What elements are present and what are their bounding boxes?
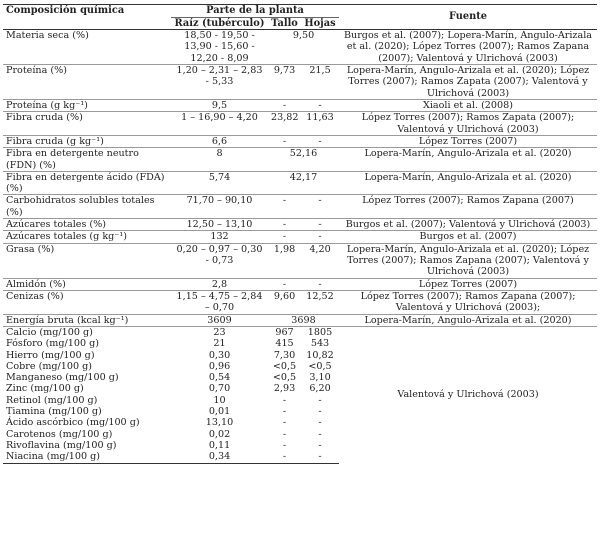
mineral-stem-cell: - (282, 406, 287, 418)
leaves-cell: - (301, 231, 339, 243)
mineral-leaves-cell: - (318, 440, 322, 452)
leaves-cell: 11,63 (301, 112, 339, 136)
stem-leaves-cell: 42,17 (268, 171, 339, 195)
mineral-name-cell: Calcio (mg/100 g) (3, 326, 171, 338)
leaves-cell: 12,52 (301, 290, 339, 314)
mineral-leaves-cell: - (301, 451, 339, 463)
composition-cell: Grasa (%) (3, 243, 171, 278)
mineral-row (3, 326, 597, 338)
table-row (3, 30, 597, 65)
mineral-stem-cell: - (282, 417, 287, 429)
mineral-name-cell: Niacina (mg/100 g) (3, 451, 171, 463)
table-row (3, 314, 597, 326)
table-row (3, 99, 597, 111)
root-cell: 5,74 (171, 171, 268, 195)
root-cell: 18,50 - 19,50 - 13,90 - 15,60 - 12,20 - 8,09 (184, 30, 255, 64)
mineral-name-cell: Retinol (mg/100 g) (6, 394, 98, 406)
root-cell: 1,20 – 2,31 – 2,83 - 5,33 (171, 65, 268, 100)
table-row (3, 219, 597, 231)
leaves-cell: - (301, 219, 339, 231)
table-row (3, 195, 597, 219)
composition-cell: Proteína (g kg⁻¹) (3, 99, 171, 111)
mineral-name-cell: Ácido ascórbico (mg/100 g) (6, 417, 140, 429)
mineral-leaves-cell: - (318, 428, 322, 440)
table-row (3, 112, 597, 136)
source-cell: Lopera-Marín, Angulo-Arizala et al. (2020) (339, 314, 597, 326)
root-cell: 3609 (171, 314, 268, 326)
mineral-stem-cell: - (268, 451, 301, 463)
mineral-leaves-cell: - (318, 406, 322, 418)
mineral-stem-cell: <0,5 (272, 372, 297, 384)
table-row (3, 278, 597, 290)
mineral-root-cell: 0,02 (208, 428, 231, 440)
mineral-leaves-cell: 543 (310, 338, 330, 350)
composition-cell: Materia seca (%) (6, 30, 89, 42)
mineral-root-cell: 0,70 (208, 383, 231, 395)
mineral-root-cell: 0,54 (208, 372, 231, 384)
table-body (3, 30, 597, 464)
mineral-root-cell: 0,11 (208, 440, 231, 452)
stem-cell: 9,60 (268, 290, 301, 314)
source-cell: Lopera-Marín, Angulo-Arizala et al. (2020); López Torres (2007); Ramos Zapata (2007); Valentová y Ulrichová (2003) (339, 65, 597, 100)
mineral-stem-cell: - (282, 428, 287, 440)
mineral-root-cell: 23 (171, 326, 268, 338)
stem-cell: 1,98 (268, 243, 301, 278)
composition-cell: Fibra en detergente ácido (FDA) (%) (3, 171, 171, 195)
root-cell: 2,8 (171, 278, 268, 290)
mineral-stem-cell: <0,5 (272, 360, 297, 372)
mineral-leaves-cell: - (318, 394, 322, 406)
minerals-source-cell: Valentová y Ulrichová (2003) (339, 326, 597, 463)
composition-cell: Almidón (%) (3, 278, 171, 290)
composition-cell: Carbohidratos solubles totales (%) (3, 195, 171, 219)
header-leaves: Hojas (301, 17, 339, 30)
mineral-root-cell: 0,34 (171, 451, 268, 463)
source-cell: López Torres (2007) (339, 278, 597, 290)
root-cell: 71,70 – 90,10 (171, 195, 268, 219)
leaves-cell: - (301, 135, 339, 147)
source-cell: López Torres (2007); Ramos Zapata (2007); Valentová y Ulrichová (2003) (339, 112, 597, 136)
stem-leaves-cell: 52,16 (268, 148, 339, 172)
mineral-name-cell: Zinc (mg/100 g) (6, 383, 84, 395)
table-row (3, 231, 597, 243)
stem-cell: - (268, 99, 301, 111)
composition-cell: Fibra cruda (g kg⁻¹) (3, 135, 171, 147)
mineral-stem-cell: 7,30 (273, 349, 296, 361)
source-cell: Xiaoli et al. (2008) (339, 99, 597, 111)
mineral-leaves-cell: <0,5 (308, 360, 332, 372)
leaves-cell: 4,20 (301, 243, 339, 278)
leaves-cell: - (301, 278, 339, 290)
composition-cell: Energía bruta (kcal kg⁻¹) (3, 314, 171, 326)
header-source: Fuente (339, 5, 597, 30)
stem-cell: 9,50 (292, 30, 315, 42)
composition-cell: Fibra cruda (%) (3, 112, 171, 136)
mineral-leaves-cell: 6,20 (309, 383, 331, 395)
root-cell: 8 (171, 148, 268, 172)
table-row (3, 290, 597, 314)
mineral-name-cell: Rivoflavina (mg/100 g) (6, 440, 117, 452)
mineral-leaves-cell: 10,82 (306, 349, 334, 361)
table-row (3, 135, 597, 147)
stem-cell: 23,82 (268, 112, 301, 136)
mineral-name-cell: Tiamina (mg/100 g) (6, 406, 102, 418)
table-row (3, 243, 597, 278)
composition-table (3, 4, 597, 464)
stem-cell: - (268, 219, 301, 231)
table-row (3, 148, 597, 172)
source-cell: Lopera-Marín, Angulo-Arizala et al. (2020) (339, 171, 597, 195)
stem-cell: 9,73 (268, 65, 301, 100)
source-cell: Burgos et al. (2007); Valentová y Ulrichová (2003) (339, 219, 597, 231)
leaves-cell: 21,5 (301, 65, 339, 100)
mineral-stem-cell: 415 (275, 338, 294, 350)
leaves-cell: - (301, 99, 339, 111)
stem-leaves-cell: 3698 (268, 314, 339, 326)
stem-cell: - (268, 135, 301, 147)
root-cell: 9,5 (171, 99, 268, 111)
composition-cell: Cenizas (%) (3, 290, 171, 314)
root-cell: 132 (171, 231, 268, 243)
mineral-leaves-cell: - (318, 417, 322, 429)
mineral-root-cell: 0,30 (208, 349, 231, 361)
table-header (3, 5, 597, 30)
leaves-cell: - (301, 195, 339, 219)
mineral-stem-cell: 967 (268, 326, 301, 338)
header-root: Raíz (tubérculo) (171, 17, 268, 30)
mineral-leaves-cell: 1805 (301, 326, 339, 338)
mineral-name-cell: Hierro (mg/100 g) (6, 349, 95, 361)
mineral-leaves-cell: 3,10 (309, 372, 331, 384)
header-composition: Composición química (3, 5, 171, 30)
root-cell: 12,50 – 13,10 (171, 219, 268, 231)
mineral-stem-cell: 2,93 (273, 383, 296, 395)
mineral-name-cell: Carotenos (mg/100 g) (6, 428, 113, 440)
header-stem: Tallo (268, 17, 301, 30)
root-cell: 1,15 – 4,75 – 2,84 – 0,70 (171, 290, 268, 314)
table-row (3, 171, 597, 195)
root-cell: 0,20 – 0,97 – 0,30 - 0,73 (171, 243, 268, 278)
root-cell: 1 – 16,90 – 4,20 (171, 112, 268, 136)
composition-cell: Fibra en detergente neutro (FDN) (%) (3, 148, 171, 172)
stem-cell: - (268, 231, 301, 243)
header-plant-part: Parte de la planta (171, 5, 339, 18)
source-cell: Lopera-Marín, Angulo-Arizala et al. (2020); López Torres (2007); Ramos Zapana (2007); Valentová y Ulrichová (2003) (339, 243, 597, 278)
mineral-root-cell: 0,96 (208, 360, 231, 372)
table-row (3, 65, 597, 100)
mineral-root-cell: 10 (213, 394, 226, 406)
mineral-name-cell: Manganeso (mg/100 g) (6, 372, 119, 384)
source-cell: López Torres (2007); Ramos Zapana (2007) (339, 195, 597, 219)
source-cell: Burgos et al. (2007) (339, 231, 597, 243)
mineral-root-cell: 13,10 (205, 417, 234, 429)
mineral-name-cell: Cobre (mg/100 g) (6, 360, 93, 372)
source-cell: López Torres (2007) (339, 135, 597, 147)
source-cell: Lopera-Marín, Angulo-Arizala et al. (2020) (339, 148, 597, 172)
composition-cell: Azúcares totales (%) (3, 219, 171, 231)
composition-cell: Azúcares totales (g kg⁻¹) (3, 231, 171, 243)
mineral-root-cell: 0,01 (208, 406, 231, 418)
stem-cell: - (268, 195, 301, 219)
stem-cell: - (268, 278, 301, 290)
mineral-root-cell: 21 (213, 338, 226, 350)
mineral-stem-cell: - (282, 394, 287, 406)
source-cell: López Torres (2007); Ramos Zapana (2007); Valentová y Ulrichová (2003); (339, 290, 597, 314)
source-cell: Burgos et al. (2007); Lopera-Marín, Angulo-Arizala et al. (2020); López Torres (2007); Ramos Zapana (2007); Valentová y Ulrichová (2003) (343, 30, 592, 64)
composition-cell: Proteína (%) (3, 65, 171, 100)
mineral-stem-cell: - (282, 440, 287, 452)
mineral-name-cell: Fósforo (mg/100 g) (6, 338, 100, 350)
root-cell: 6,6 (171, 135, 268, 147)
